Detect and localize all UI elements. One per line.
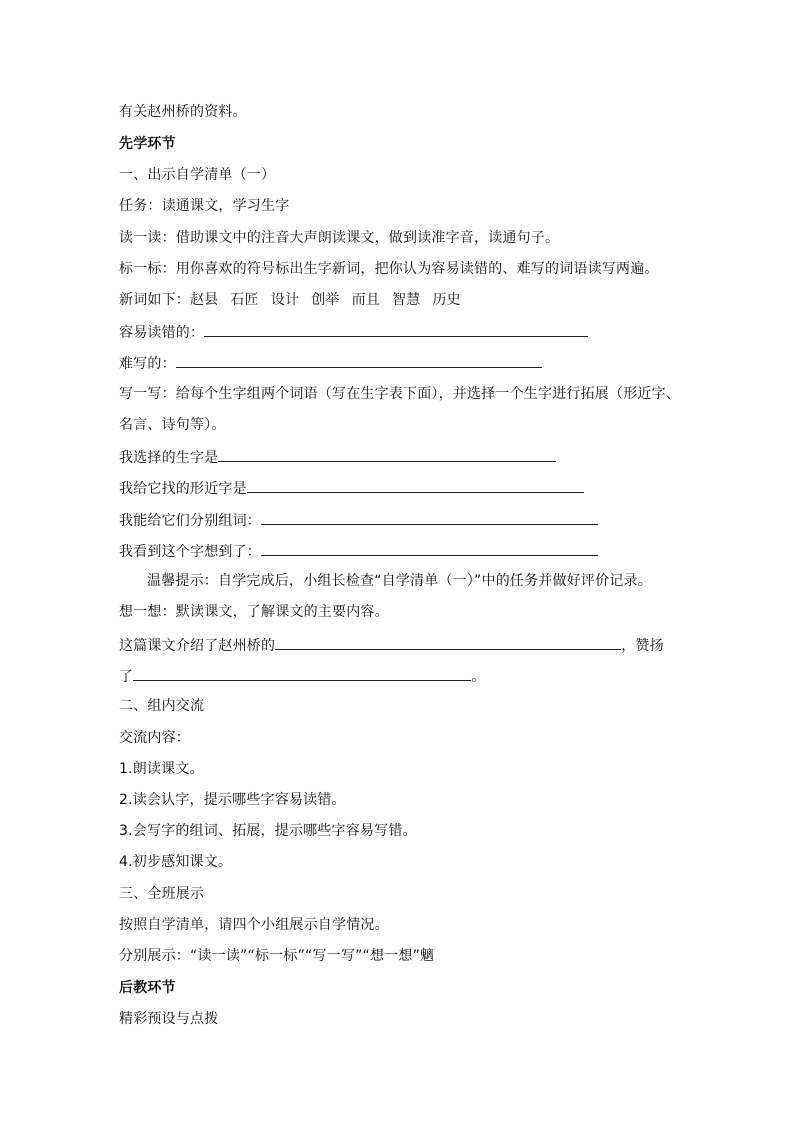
association-blank[interactable]	[261, 541, 598, 556]
subheading-self-study-list: 一、出示自学清单（一）	[119, 167, 276, 183]
list-item: 4.初步感知课文。	[119, 854, 233, 870]
easy-misread-row	[119, 322, 588, 342]
list-item: 2.读会认字，提示哪些字容易读错。	[119, 792, 346, 808]
word-forming-blank[interactable]	[261, 510, 598, 525]
word-forming-row	[119, 510, 598, 530]
hard-to-write-label: 难写的：	[119, 356, 176, 372]
display-instruction: 按照自学清单，请四个小组展示自学情况。	[119, 917, 389, 933]
word-forming-label: 我能给它们分别组词：	[119, 513, 261, 529]
subheading-class-display: 三、全班展示	[119, 886, 205, 902]
summary-end: 。	[471, 669, 486, 685]
section-heading-pre-study: 先学环节	[119, 136, 176, 152]
easy-misread-label: 容易读错的：	[119, 325, 205, 341]
new-word: 而且	[351, 292, 381, 308]
association-row	[119, 541, 598, 561]
summary-blank-2[interactable]	[133, 666, 471, 681]
hard-to-write-blank[interactable]	[176, 353, 542, 368]
section-heading-post-teaching: 后教环节	[119, 980, 176, 996]
new-word: 创举	[311, 292, 340, 308]
new-words-line	[119, 291, 473, 309]
preset-guidance-line: 精彩预设与点拨	[119, 1011, 219, 1027]
similar-character-row	[119, 478, 584, 498]
new-word: 智慧	[392, 292, 421, 308]
new-words-label: 新词如下：	[119, 292, 190, 308]
summary-le: 了	[119, 669, 134, 685]
warm-tip: 温馨提示：自学完成后，小组长检查“自学清单（一）”中的任务并做好评价记录。	[147, 573, 652, 589]
subheading-group-exchange: 二、组内交流	[119, 698, 205, 714]
text-line: 有关赵州桥的资料。	[119, 104, 247, 120]
summary-prefix: 这篇课文介绍了赵州桥的	[119, 638, 276, 654]
summary-row-1	[119, 635, 664, 655]
new-word: 设计	[270, 292, 300, 308]
easy-misread-blank[interactable]	[204, 322, 588, 337]
exchange-content-label: 交流内容：	[119, 730, 190, 746]
task-line: 任务：读通课文，学习生字	[119, 198, 290, 214]
chosen-character-label: 我选择的生字是	[119, 450, 219, 466]
new-word: 历史	[432, 292, 461, 308]
summary-blank-1[interactable]	[275, 635, 621, 650]
list-item: 3.会写字的组词、拓展，提示哪些字容易写错。	[119, 823, 417, 839]
summary-middle: ，赞扬	[621, 638, 664, 654]
think-instruction: 想一想：默读课文，了解课文的主要内容。	[119, 604, 389, 620]
write-instruction-continued: 名言、诗句等）。	[119, 417, 226, 433]
association-label: 我看到这个字想到了：	[119, 544, 261, 560]
read-instruction: 读一读：借助课文中的注音大声朗读课文，做到读准字音，读通句子。	[119, 230, 560, 246]
new-word: 赵县	[190, 292, 219, 308]
mark-instruction: 标一标：用你喜欢的符号标出生字新词，把你认为容易读错的、难写的词语读写两遍。	[119, 261, 659, 277]
chosen-character-blank[interactable]	[218, 447, 556, 462]
chosen-character-row	[119, 447, 556, 467]
similar-character-blank[interactable]	[247, 478, 584, 493]
hard-to-write-row	[119, 353, 542, 373]
similar-character-label: 我给它找的形近字是	[119, 481, 247, 497]
new-word: 石匠	[230, 292, 259, 308]
summary-row-2	[119, 666, 485, 686]
display-items: 分别展示：“读一读”“标一标”“写一写”“想一想”魑	[119, 948, 435, 964]
write-instruction: 写一写：给每个生字组两个词语（写在生字表下面），并选择一个生字进行拓展（形近字、	[119, 386, 680, 402]
list-item: 1.朗读课文。	[119, 761, 204, 777]
